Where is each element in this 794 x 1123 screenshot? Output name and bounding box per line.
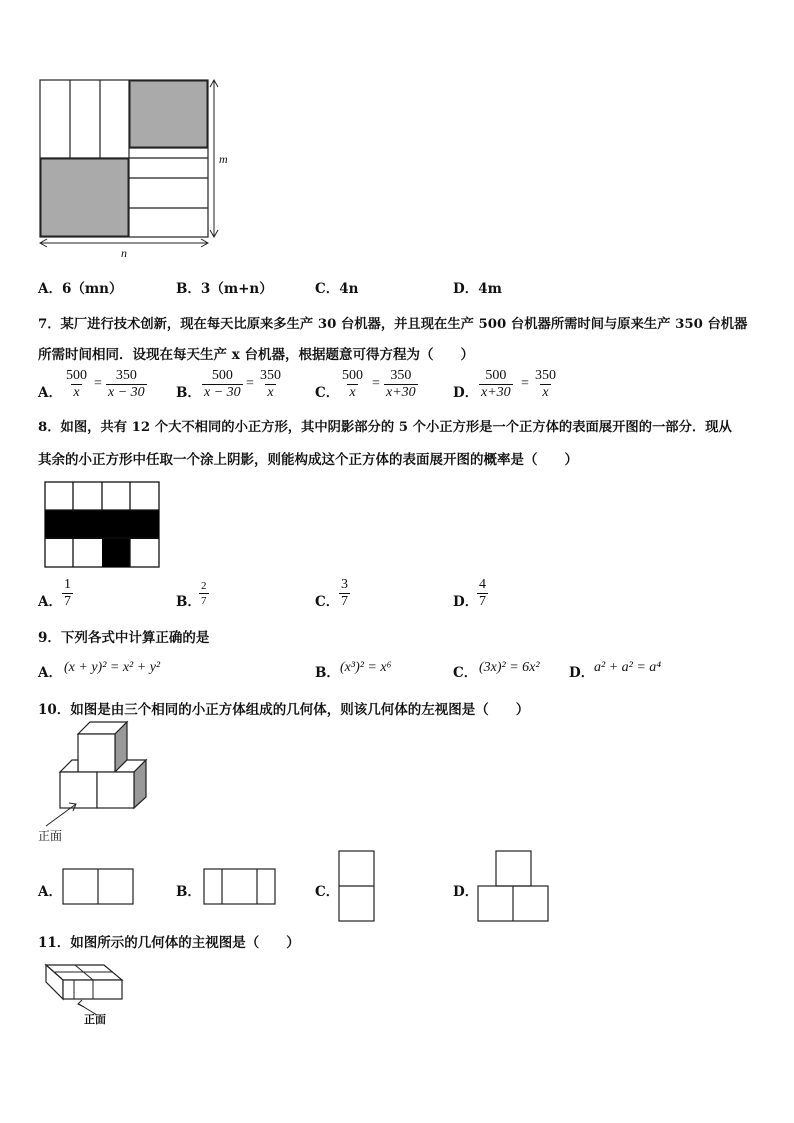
q7-a-frac-right: $\frac{350}{x - 30}$: [108, 368, 145, 400]
q7-option-c[interactable]: C．: [315, 385, 340, 401]
q10-front-label: 正面: [38, 829, 63, 843]
q7-d-frac-left: $\frac{500}{x+30}$: [481, 368, 511, 400]
q7-b-frac-right: $\frac{350}{x}$: [260, 368, 281, 400]
q9-c-expr: (3x)² = 6x²: [479, 660, 540, 675]
q7-option-d[interactable]: D．: [453, 385, 479, 401]
q7-c-frac-right: $\frac{350}{x+30}$: [386, 368, 416, 400]
q9-d-expr: a² + a² = a⁴: [594, 660, 662, 675]
q8-c-frac: $\frac{3}{7}$: [341, 577, 348, 609]
label-m: m: [219, 152, 228, 166]
q7-stem-line2: 所需时间相同．设现在每天生产 x 台机器，根据题意可得方程为（ ）: [38, 347, 474, 363]
q6-option-a[interactable]: A．6（mn）: [38, 281, 123, 297]
q7-stem-line1: 7．某厂进行技术创新，现在每天比原来多生产 30 台机器，并且现在生产 500 台机器所需时间与原来生产 350 台机器: [38, 317, 748, 332]
label-n: n: [121, 246, 127, 260]
q8-stem-line2: 其余的小正方形中任取一个涂上阴影，则能构成这个正方体的表面展开图的概率是（ ）: [38, 452, 578, 468]
q8-a-frac: $\frac{1}{7}$: [64, 577, 71, 609]
q8-option-b[interactable]: B．: [176, 594, 201, 610]
q7-option-b[interactable]: B．: [176, 385, 201, 401]
q10-option-a[interactable]: A．: [38, 884, 62, 900]
q6-option-d[interactable]: D．4m: [453, 281, 502, 297]
q7-b-frac-left: $\frac{500}{x - 30}$: [204, 368, 241, 400]
q8-b-frac: $\frac{2}{7}$: [201, 580, 207, 607]
q7-a-equals: =: [94, 376, 102, 391]
q9-a-expr: (x + y)² = x² + y²: [64, 660, 161, 675]
q11-front-label: 正面: [84, 1013, 106, 1026]
q7-b-equals: =: [246, 376, 254, 391]
q10-stem: 10．如图是由三个相同的小正方体组成的几何体，则该几何体的左视图是（ ）: [38, 702, 530, 718]
q6-option-c[interactable]: C．4n: [315, 281, 359, 297]
q7-c-equals: =: [372, 376, 380, 391]
q8-stem-line1: 8．如图，共有 12 个大不相同的小正方形，其中阴影部分的 5 个小正方形是一个正方体的表面展开图的一部分．现从: [38, 420, 732, 435]
q8-option-a[interactable]: A．: [38, 594, 62, 610]
q7-a-frac-left: $\frac{500}{x}$: [66, 368, 87, 400]
q9-option-a[interactable]: A．: [38, 665, 62, 681]
q7-c-frac-left: $\frac{500}{x}$: [342, 368, 363, 400]
q9-stem: 9．下列各式中计算正确的是: [38, 630, 210, 646]
q9-option-b[interactable]: B．: [315, 665, 340, 681]
q7-d-frac-right: $\frac{350}{x}$: [535, 368, 556, 400]
q9-b-expr: (x³)² = x⁶: [340, 660, 392, 675]
q6-option-b[interactable]: B．3（m+n）: [176, 281, 273, 297]
q10-option-b[interactable]: B．: [176, 884, 201, 900]
q8-option-d[interactable]: D．: [453, 594, 479, 610]
q10-option-c[interactable]: C．: [315, 884, 340, 900]
q11-stem: 11．如图所示的几何体的主视图是（ ）: [38, 935, 300, 951]
q9-option-c[interactable]: C．: [453, 665, 478, 681]
q7-d-equals: =: [521, 376, 529, 391]
q7-option-a[interactable]: A．: [38, 385, 62, 401]
q8-d-frac: $\frac{4}{7}$: [479, 577, 486, 609]
q9-option-d[interactable]: D．: [569, 665, 595, 681]
q10-option-d[interactable]: D．: [453, 884, 479, 900]
q8-option-c[interactable]: C．: [315, 594, 340, 610]
